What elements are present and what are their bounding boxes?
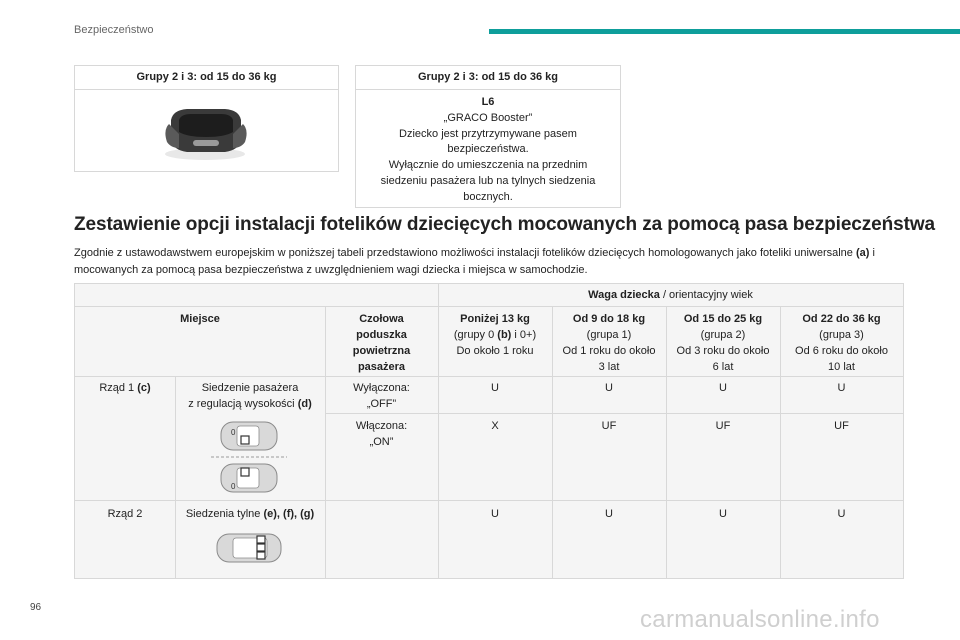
row1-label-ref: (c) — [137, 382, 151, 394]
value-cell: U — [837, 508, 846, 520]
section-label: Bezpieczeństwo — [74, 24, 154, 36]
group-line4: 3 lat — [598, 361, 620, 373]
airbag-header-line: poduszka — [356, 329, 407, 341]
group-header — [438, 311, 552, 359]
group-line2: (grupa 3) — [819, 329, 864, 341]
airbag-header-line: Czołowa — [359, 313, 404, 325]
intro-paragraph — [74, 245, 904, 279]
value-cell: U — [719, 382, 727, 394]
value-cell: U — [719, 508, 727, 520]
front-seat-car-icon — [211, 418, 287, 496]
section-heading: Zestawienie opcji instalacji fotelików dziecięcych mocowanych za pomocą pasa bezpieczeństwa — [74, 214, 935, 235]
group-title: Od 15 do 25 kg — [683, 313, 763, 325]
seat-info-box — [355, 65, 621, 208]
airbag-off-label — [325, 380, 438, 412]
row1-seat — [175, 380, 325, 412]
row1-label — [75, 380, 175, 396]
value-cell: UF — [715, 420, 731, 432]
row2-label: Rząd 2 — [107, 508, 143, 520]
value-cell: UF — [601, 420, 617, 432]
value-cell: U — [491, 508, 499, 520]
info-line: siedzeniu pasażera lub na tylnych siedzenia — [380, 174, 596, 187]
airbag-on-line: Włączona: — [355, 420, 408, 432]
airbag-off-line: „OFF” — [366, 398, 397, 410]
value-cell: UF — [834, 420, 849, 432]
info-line: Dziecko jest przytrzymywane pasem — [399, 127, 577, 140]
intro-text-end: i — [869, 247, 875, 259]
row1-seat-line2 — [175, 396, 325, 412]
airbag-off-line: Wyłączona: — [353, 382, 410, 394]
value-cell: U — [491, 382, 499, 394]
row1-label-text: Rząd 1 — [99, 382, 138, 394]
booster-image-box — [74, 65, 339, 172]
group-line2: (grupa 1) — [586, 329, 632, 341]
col-place-header: Miejsce — [180, 313, 220, 325]
intro-ref-a: (a) — [855, 247, 870, 259]
info-line: bocznych. — [463, 190, 513, 203]
group-line3: Od 3 roku do około — [676, 345, 770, 357]
svg-text:0: 0 — [231, 482, 236, 491]
row2-seat — [175, 506, 325, 522]
group-line3: Od 6 roku do około — [795, 345, 888, 357]
value-cell: U — [605, 382, 613, 394]
row2-seat-ref: (e), (f), (g) — [263, 508, 315, 520]
value-cell: U — [837, 382, 846, 394]
group-title: Od 9 do 18 kg — [572, 313, 646, 325]
group-line4: 10 lat — [828, 361, 855, 373]
group-line2-pre: (grupy 0 — [453, 329, 498, 341]
value-cell: X — [491, 420, 499, 432]
weight-header — [438, 287, 903, 303]
airbag-on-label — [325, 418, 438, 450]
group-title: Od 22 do 36 kg — [802, 313, 881, 325]
info-line: Wyłącznie do umieszczenia na przednim — [388, 159, 588, 172]
weight-header-rest: / orientacyjny wiek — [659, 289, 753, 301]
group-line4: 6 lat — [712, 361, 734, 373]
group-line3: Do około 1 roku — [456, 345, 534, 357]
group-header — [552, 311, 666, 375]
group-line2 — [438, 327, 552, 343]
group-line2: (grupa 2) — [700, 329, 746, 341]
col-airbag-header — [325, 311, 438, 375]
group-line2-post: i 0+) — [511, 329, 537, 341]
seat-code: L6 — [481, 96, 495, 108]
info-box-title: Grupy 2 i 3: od 15 do 36 kg — [356, 66, 620, 90]
group-line3: Od 1 roku do około — [562, 345, 656, 357]
intro-text: Zgodnie z ustawodawstwem europejskim w poniższej tabeli przedstawiono możliwości instalacji fotelików dziecięcych homologowanych jako foteliki uniwersalne — [74, 247, 856, 259]
airbag-header-line: pasażera — [357, 361, 406, 373]
booster-box-title: Grupy 2 i 3: od 15 do 36 kg — [75, 66, 338, 90]
weight-header-bold: Waga dziecka — [588, 289, 660, 301]
group-title: Poniżej 13 kg — [460, 313, 530, 325]
installation-table — [74, 283, 904, 579]
info-line: „GRACO Booster” — [443, 111, 533, 124]
watermark: carmanualsonline.info — [640, 606, 880, 633]
rear-seats-car-icon — [211, 532, 287, 564]
booster-seat-image — [75, 90, 338, 170]
page-number: 96 — [30, 602, 42, 613]
group-line2-bold: (b) — [497, 329, 512, 341]
airbag-on-line: „ON” — [369, 436, 394, 448]
row1-seat-ref: (d) — [297, 398, 312, 410]
group-header — [780, 311, 903, 375]
svg-text:0: 0 — [231, 428, 236, 437]
intro-text-2: mocowanych za pomocą pasa bezpieczeństwa z uwzględnieniem wagi dziecka i miejsca w samochodzie. — [74, 264, 588, 276]
row1-seat-text: z regulacją wysokości — [188, 398, 298, 410]
row2-seat-text: Siedzenia tylne — [185, 508, 264, 520]
header-accent-bar — [489, 29, 960, 34]
info-line: bezpieczeństwa. — [447, 143, 529, 156]
row1-seat-line1: Siedzenie pasażera — [201, 382, 299, 394]
airbag-header-line: powietrzna — [352, 345, 411, 357]
group-header — [666, 311, 780, 375]
value-cell: U — [605, 508, 613, 520]
